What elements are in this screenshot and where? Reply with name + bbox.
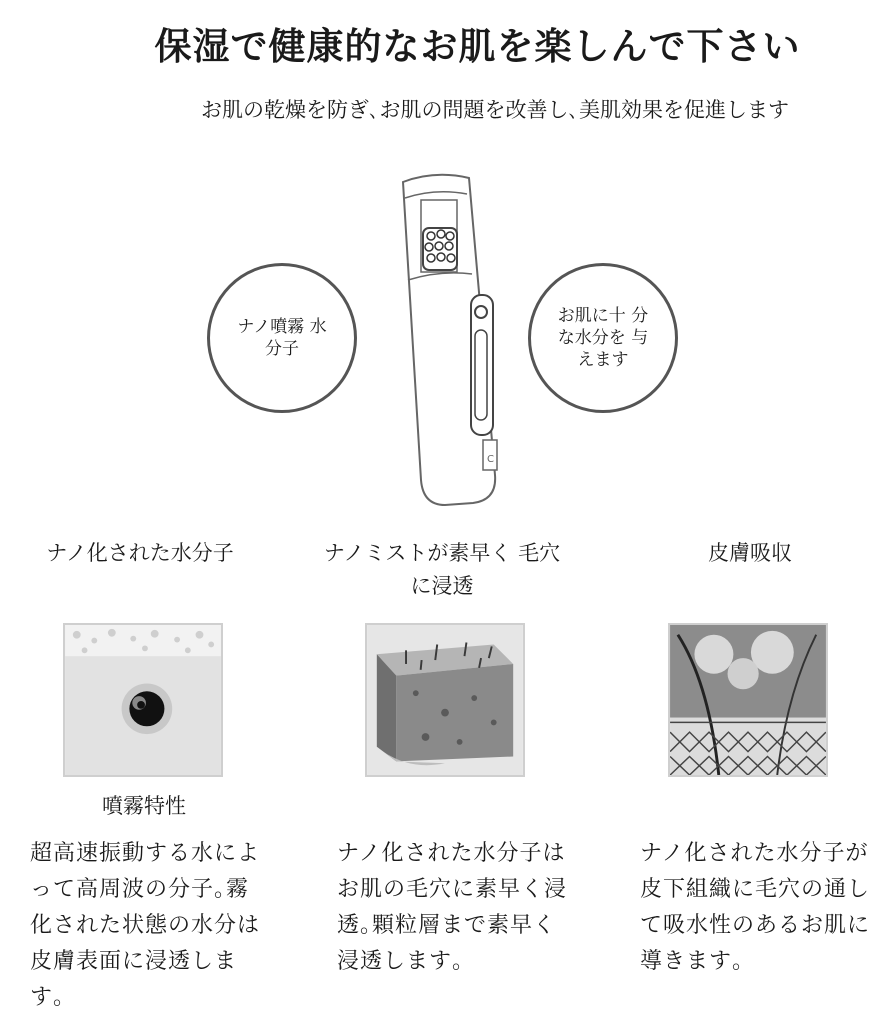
mist-device-illustration: [385, 170, 515, 515]
moisture-bubble: [528, 263, 678, 413]
page-title: 保湿で健康的なお肌を楽しんで下さい: [154, 25, 801, 68]
step-heading-1: ナノ化された水分子: [46, 541, 234, 565]
step-description-1: 超高速振動する水によって高周波の分子｡霧化された状態の水分は皮膚表面に浸透します｡: [30, 841, 261, 1010]
step-heading-2: ナノミストが素早く 毛穴に浸透: [323, 541, 561, 598]
step-heading-3: 皮膚吸収: [708, 541, 792, 565]
moisture-bubble-label: お肌に十 分な水分を 与えます: [557, 306, 649, 370]
skin-pore-image: [365, 623, 525, 777]
svg-text:C: C: [487, 454, 494, 465]
water-molecule-image: [63, 623, 223, 777]
page-subtitle: お肌の乾燥を防ぎ､お肌の問題を改善し､美肌効果を促進します: [201, 98, 789, 122]
step-description-2: ナノ化された水分子はお肌の毛穴に素早く浸透｡顆粒層まで素早く浸透します｡: [337, 841, 568, 974]
step-description-3: ナノ化された水分子が皮下組織に毛穴の通して吸水性のあるお肌に導きます｡: [640, 841, 871, 974]
nano-mist-bubble: [207, 263, 357, 413]
nano-mist-bubble-label: ナノ噴霧 水分子: [237, 317, 327, 359]
image-caption: 噴霧特性: [102, 794, 186, 818]
skin-absorption-image: [668, 623, 828, 777]
